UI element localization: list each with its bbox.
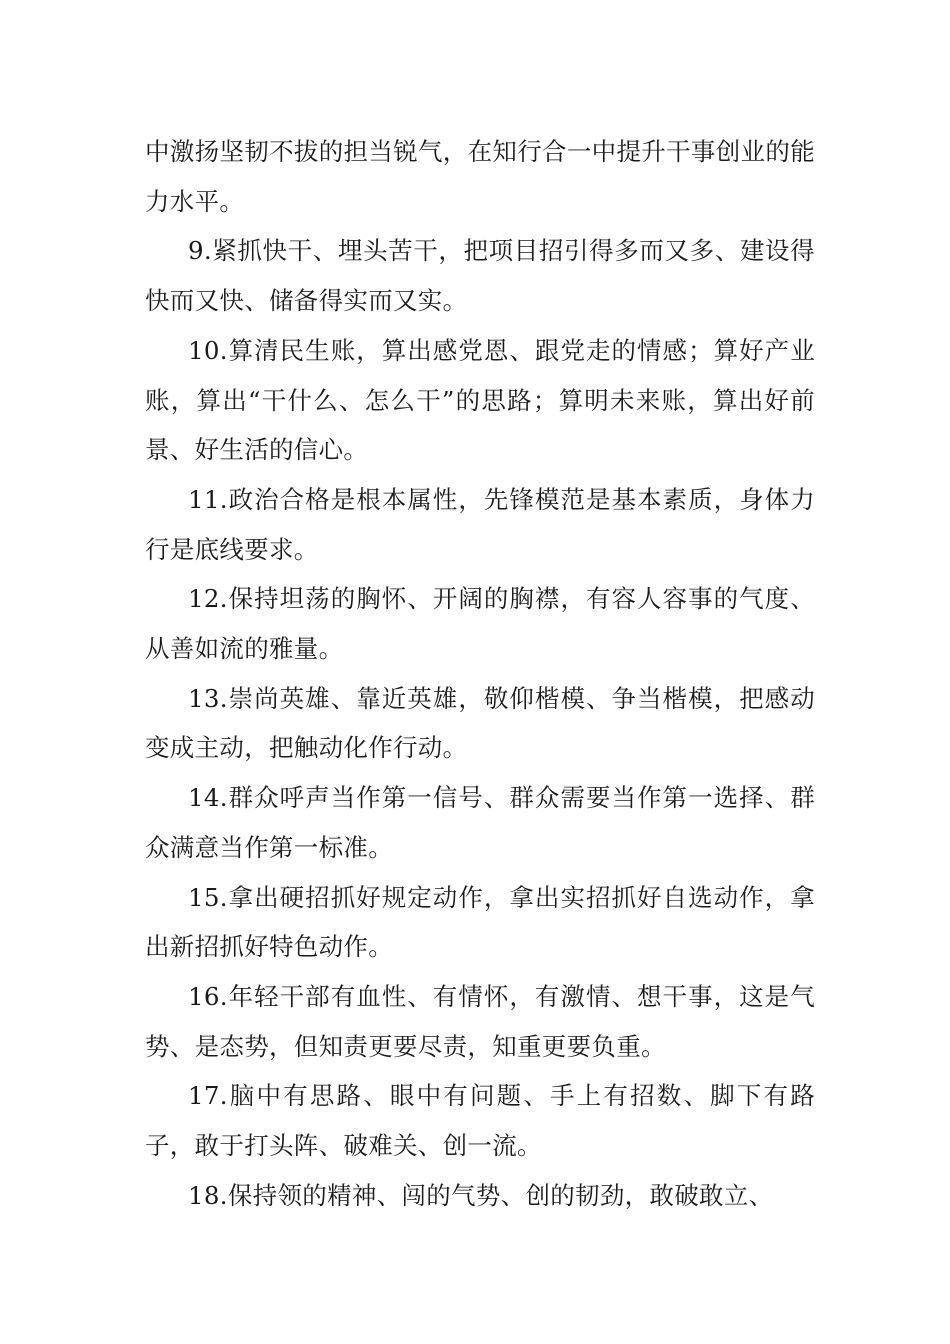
- paragraph-0: 中激扬坚韧不拔的担当锐气，在知行合一中提升干事创业的能力水平。: [145, 137, 815, 216]
- paragraph-16: 16.年轻干部有血性、有情怀，有激情、想干事，这是气势、是态势，但知责更要尽责，知重更要负重。: [145, 981, 815, 1061]
- document-body: [145, 127, 815, 1220]
- paragraph-10: 10.算清民生账，算出感党恩、跟党走的情感；算好产业账，算出“干什么、怎么干”的思路；算明未来账，算出好前景、好生活的信心。: [145, 335, 815, 465]
- paragraph-12: 12.保持坦荡的胸怀、开阔的胸襟，有容人容事的气度、从善如流的雅量。: [145, 584, 815, 664]
- paragraph-18: 18.保持领的精神、闯的气势、创的韧劲，敢破敢立、: [188, 1180, 774, 1210]
- paragraph-13: 13.崇尚英雄、靠近英雄，敬仰楷模、争当楷模，把感动变成主动，把触动化作行动。: [145, 683, 815, 763]
- paragraph-11: 11.政治合格是根本属性，先锋模范是基本素质，身体力行是底线要求。: [145, 484, 815, 564]
- paragraph-17: 17.脑中有思路、眼中有问题、手上有招数、脚下有路子，敢于打头阵、破难关、创一流。: [145, 1081, 815, 1161]
- paragraph-14: 14.群众呼声当作第一信号、群众需要当作第一选择、群众满意当作第一标准。: [145, 783, 815, 862]
- paragraph-9: 9.紧抓快干、埋头苦干，把项目招引得多而又多、建设得快而又快、储备得实而又实。: [145, 236, 815, 316]
- paragraph-15: 15.拿出硬招抓好规定动作，拿出实招抓好自选动作，拿出新招抓好特色动作。: [145, 882, 815, 962]
